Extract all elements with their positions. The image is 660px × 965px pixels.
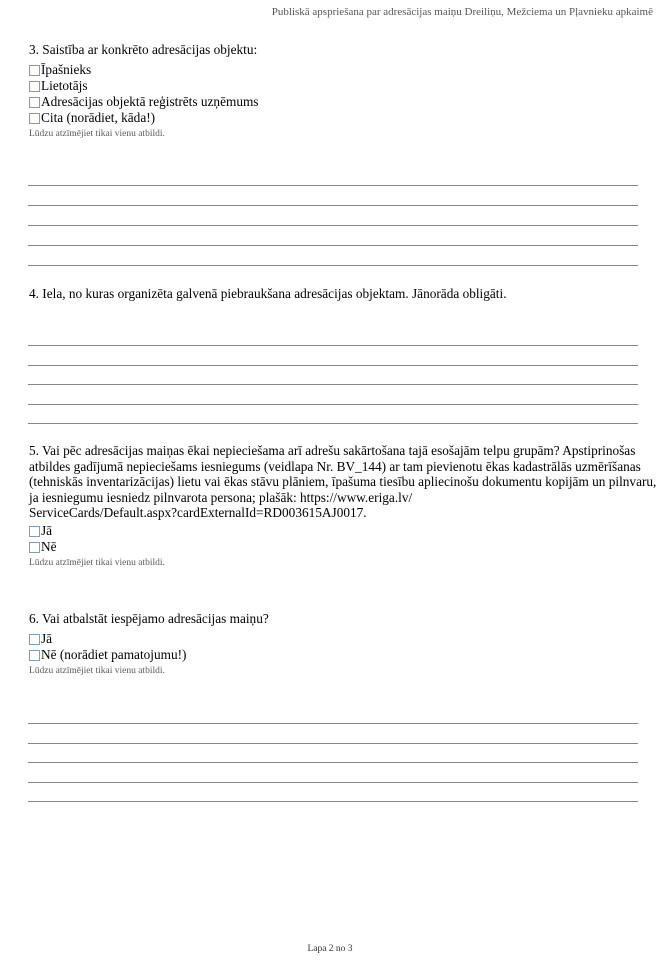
checkbox-icon[interactable] [29,634,40,645]
question-6-options [29,631,640,663]
q6-option-no-with-reason-label: Nē (norādiet pamatojumu!) [41,647,187,662]
checkbox-icon[interactable] [29,526,40,537]
answer-line [28,743,638,744]
q6-answer-lines [28,723,638,821]
answer-line [28,185,638,186]
answer-line [28,782,638,783]
page-number: Lapa 2 no 3 [307,944,353,954]
q5-option-no-label: Nē [41,538,57,554]
document-header-title: Publiskā apspriešana par adresācijas maiņu Dreiliņu, Mežciema un Pļavnieku apkaimē [271,6,653,18]
answer-line [28,404,638,405]
answer-line [28,265,638,266]
question-4 [29,286,640,302]
q6-option-yes-label: Jā [41,631,53,646]
question-5-text-line: ServiceCards/Default.aspx?cardExternalId=RD003615AJ0017. [29,505,367,520]
checkbox-icon[interactable] [29,81,40,92]
question-4-title: 4. Iela, no kuras organizēta galvenā piebraukšana adresācijas objektam. Jānorāda obligāti. [29,286,507,301]
question-3 [29,42,640,140]
question-3-title: 3. Saistība ar konkrēto adresācijas objektu: [29,42,258,57]
answer-line [28,245,638,246]
q3-option-registered-company-label: Adresācijas objektā reģistrēts uzņēmums [41,94,259,109]
single-answer-hint: Lūdzu atzīmējiet tikai vienu atbildi. [29,129,165,139]
question-6-title: 6. Vai atbalstāt iespējamo adresācijas maiņu? [29,611,269,626]
single-answer-hint: Lūdzu atzīmējiet tikai vienu atbildi. [29,557,165,568]
checkbox-icon[interactable] [29,97,40,108]
single-answer-hint: Lūdzu atzīmējiet tikai vienu atbildi. [29,666,165,676]
question-5-text-line: ja iesniegumu iesniedz pilnvarota persona; plašāk: https://www.eriga.lv/ [29,489,413,505]
q3-option-other[interactable] [29,110,640,126]
checkbox-icon[interactable] [29,113,40,124]
q3-option-user[interactable] [29,78,640,94]
checkbox-icon[interactable] [29,65,40,76]
q3-option-user-label: Lietotājs [41,78,88,93]
question-5-text-line: atbildes gadījumā nepieciešams iesniegums (veidlapa Nr. BV_144) ar tam pievienotu ēkas kadastrālās uzmērīšanas [29,458,641,474]
q3-option-other-label: Cita (norādiet, kāda!) [41,110,156,125]
question-5-options [29,523,640,555]
answer-line [28,345,638,346]
answer-line [28,762,638,763]
answer-line [28,801,638,802]
q3-answer-lines [28,185,638,285]
answer-line [28,423,638,424]
question-6 [29,611,640,677]
q3-option-owner-label: Īpašnieks [41,62,92,77]
answer-line [28,723,638,724]
q4-answer-lines [28,345,638,443]
q6-option-no-with-reason[interactable] [29,647,640,663]
question-5-text [29,443,657,521]
q3-option-owner[interactable] [29,62,640,78]
q5-option-yes-label: Jā [41,522,53,538]
checkbox-icon[interactable] [29,542,40,553]
q6-option-yes[interactable] [29,631,640,647]
question-5-text-line: 5. Vai pēc adresācijas maiņas ēkai nepieciešama arī adrešu sakārtošana tajā esošajām telpu grupām? Apstiprinošas [29,443,636,458]
q5-option-yes[interactable] [29,523,640,539]
question-3-options [29,62,640,126]
answer-line [28,205,638,206]
question-5 [29,443,657,569]
answer-line [28,384,638,385]
q3-option-registered-company[interactable] [29,94,640,110]
answer-line [28,365,638,366]
q5-option-no[interactable] [29,539,640,555]
checkbox-icon[interactable] [29,650,40,661]
question-5-text-line: (tehniskās inventarizācijas) lietu vai ēkas stāvu plāniem, īpašuma tiesību apliecinošu dokumentu kopijām un pilnvaru, [29,474,657,489]
answer-line [28,225,638,226]
